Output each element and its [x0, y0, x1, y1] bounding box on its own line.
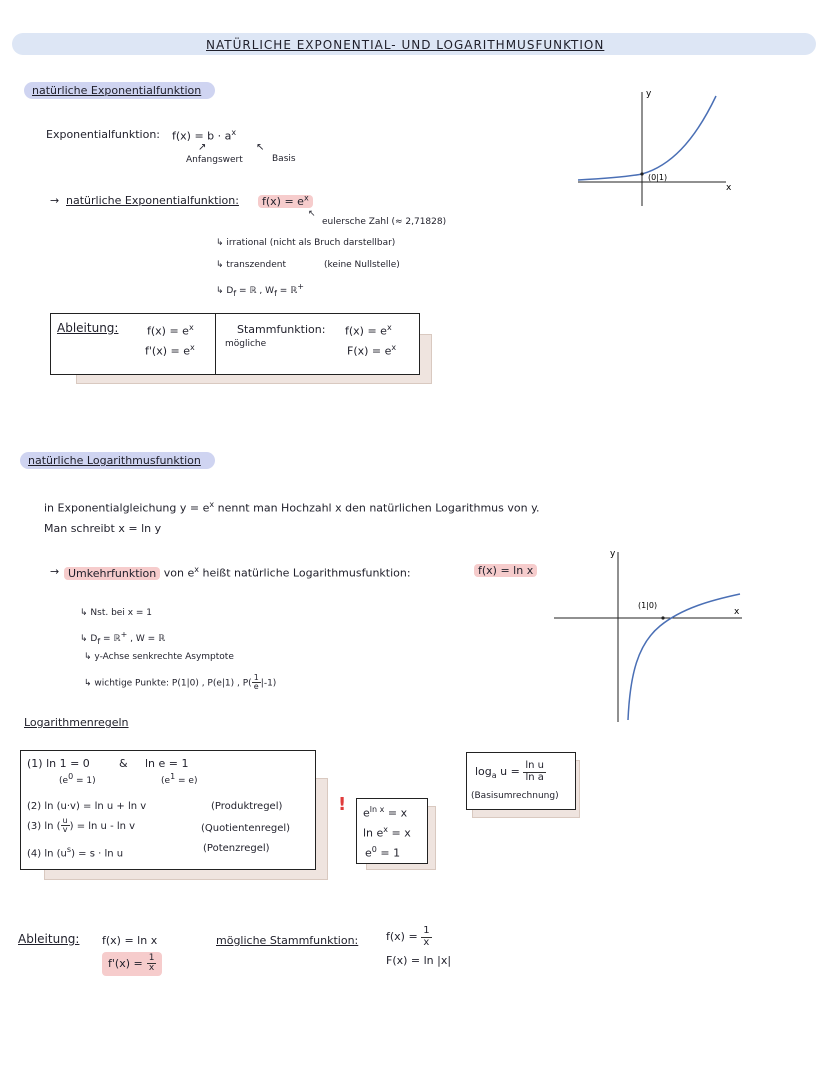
rule-2: (2) ln (u·v) = ln u + ln v — [27, 801, 147, 812]
euler-note: eulersche Zahl (≈ 2,71828) — [322, 217, 447, 227]
rule-3: (3) ln ( $\frac{u}{v}$ ) = ln u - ln v — [27, 816, 136, 835]
section-heading-log: natürliche Logarithmusfunktion — [20, 452, 215, 469]
arrow-euler: ↖ — [308, 209, 316, 219]
log-stamm-F: F(x) = ln |x| — [386, 954, 452, 967]
rule-1-amp: & — [119, 757, 128, 770]
exp-box-divider — [215, 314, 216, 374]
exp-bullet-irrational: ↳ irrational (nicht als Bruch darstellbar) — [216, 238, 396, 248]
exp-derivative-box — [50, 313, 420, 375]
exp-point — [640, 172, 643, 175]
log-graph-y-label: y — [610, 549, 616, 559]
log-graph — [552, 544, 748, 726]
exp-ableitung-label: Ableitung: — [57, 321, 119, 335]
log-graph-x-label: x — [734, 607, 740, 617]
identity-2: $\ln e^x = x$ — [363, 825, 411, 840]
log-line2: Man schreibt x = ln y — [44, 522, 162, 535]
rules-heading: Logarithmenregeln — [24, 716, 129, 729]
log-stamm-f: f(x) = $\frac{1}{x}$ — [386, 925, 430, 948]
basis-note: Basis — [272, 154, 296, 164]
rule-1b-note: (e1 = e) — [161, 772, 198, 786]
arrow-anfangswert: ↗ — [198, 142, 207, 153]
arrow-bullet-2: → — [50, 565, 60, 578]
anfangswert-note: Anfangswert — [186, 155, 243, 165]
general-exp-formula: $f(x) = b \cdot a^x$ — [172, 128, 237, 143]
exp-graph-point-label: (0|1) — [648, 173, 668, 182]
identity-1: $e^{ln x} = x$ — [363, 805, 408, 820]
exp-graph-y-label: y — [646, 89, 652, 99]
log-f: f(x) = ln x — [102, 934, 158, 947]
log-graph-point-label: (1|0) — [638, 601, 658, 610]
general-exp-label: Exponentialfunktion: — [46, 128, 161, 141]
log-bullet-nst: ↳ Nst. bei x = 1 — [80, 608, 153, 618]
natural-exp-label: natürliche Exponentialfunktion: — [66, 194, 239, 207]
log-ableitung-label: Ableitung: — [18, 932, 80, 946]
exp-curve — [578, 96, 716, 180]
arrow-basis: ↖ — [256, 142, 265, 153]
log-stamm-label: mögliche Stammfunktion: — [216, 934, 359, 947]
rules-box — [20, 750, 316, 870]
exp-bullet-no-root: (keine Nullstelle) — [324, 260, 400, 270]
warning-mark: ! — [338, 794, 347, 815]
arrow-bullet-1: → — [50, 194, 60, 207]
log-formula: f(x) = ln x — [474, 564, 537, 577]
log-point — [661, 616, 664, 619]
exp-graph — [574, 86, 734, 208]
rule-3-name: (Quotientenregel) — [201, 823, 291, 834]
exp-stamm-f: $f(x) = e^x$ — [345, 323, 392, 338]
page-title: NATÜRLICHE EXPONENTIAL- UND LOGARITHMUSFUNKTION — [206, 38, 605, 52]
rule-1a-note: (e0 = 1) — [59, 772, 96, 786]
exp-stamm-F: $F(x) = e^x$ — [347, 343, 397, 358]
identity-3: $e^0 = 1$ — [365, 845, 401, 860]
log-line1: in Exponentialgleichung $y = e^x$ nennt man Hochzahl x den natürlichen Logarithmus von y. — [44, 500, 540, 515]
log-bullet-domain: ↳ Df = ℝ+ , W = ℝ — [80, 630, 166, 646]
log-curve — [628, 594, 740, 720]
exp-bullet-transzendent: ↳ transzendent — [216, 260, 286, 270]
exp-log-identities-box — [356, 798, 428, 864]
exp-fprime: $f'(x) = e^x$ — [145, 343, 195, 358]
exp-domain: ↳ Df = ℝ , Wf = ℝ+ — [216, 282, 304, 298]
section-heading-exp: natürliche Exponentialfunktion — [24, 82, 215, 99]
natural-exp-formula: $f(x) = e^x$ — [258, 193, 313, 208]
log-bullet-asymptote: ↳ y-Achse senkrechte Asymptote — [84, 652, 234, 662]
log-umkehr: Umkehrfunktion von $e^x$ heißt natürliche Logarithmusfunktion: — [64, 565, 411, 580]
basis-conversion-box — [466, 752, 576, 810]
exp-f: $f(x) = e^x$ — [147, 323, 194, 338]
rule-4-name: (Potenzregel) — [203, 843, 270, 854]
basis-note: (Basisumrechnung) — [471, 791, 559, 801]
exp-moegliche: mögliche — [225, 339, 267, 349]
rule-1a: (1) ln 1 = 0 — [27, 757, 90, 770]
basis-formula: $\log_a u$ = $\frac{\text{ln u}}{\text{ln a}}$ — [475, 760, 545, 783]
rule-2-name: (Produktregel) — [211, 801, 283, 812]
exp-graph-x-label: x — [726, 183, 732, 193]
rule-1b: ln e = 1 — [145, 757, 189, 770]
exp-stamm-label: Stammfunktion: — [237, 323, 326, 336]
rule-4: (4) $\ln (u^s) = s \cdot \ln u$ — [27, 845, 124, 860]
log-fprime: f'(x) = $\frac{1}{x}$ — [102, 952, 162, 976]
log-bullet-points: ↳ wichtige Punkte: P(1|0) , P(e|1) , P( $\frac{1}{e}$ |-1) — [84, 673, 277, 692]
